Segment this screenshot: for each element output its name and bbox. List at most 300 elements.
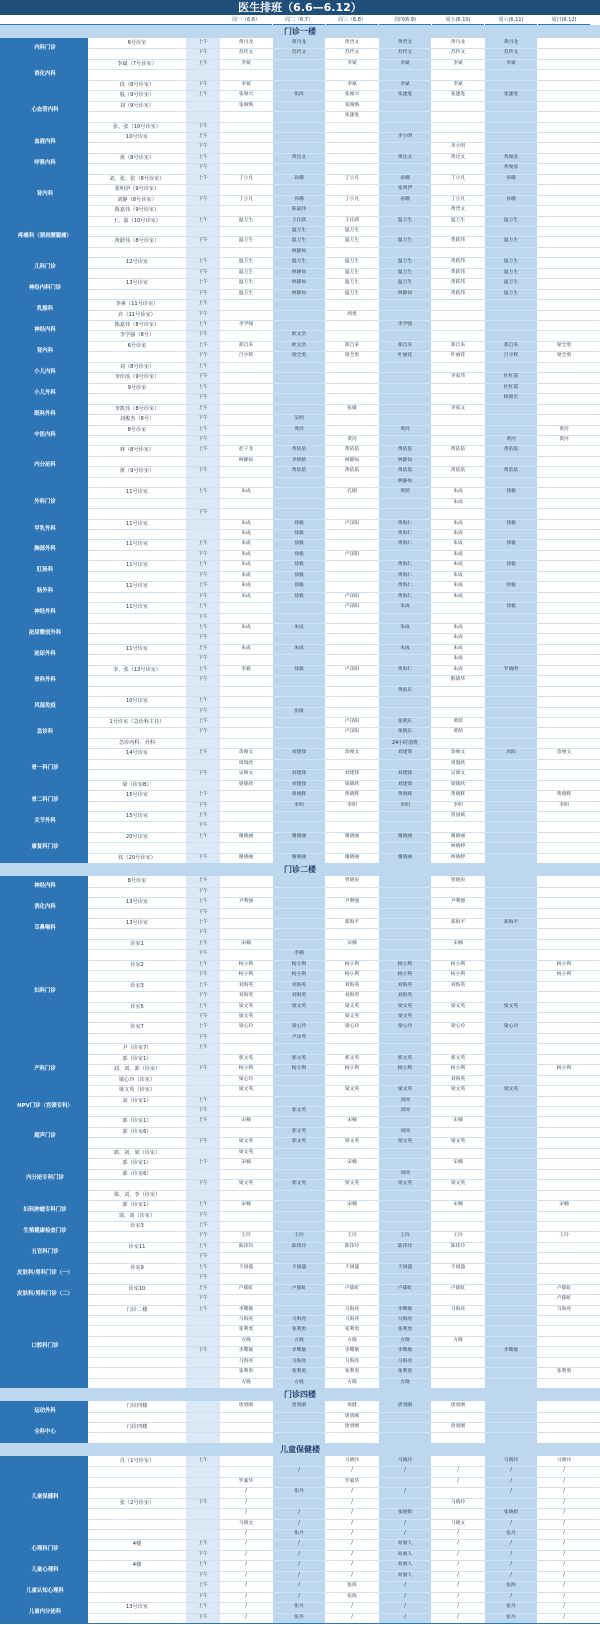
period-label: 下午	[198, 1614, 208, 1620]
doctor-name: 徐毅	[294, 583, 304, 589]
doctor-name: 谢晓丽	[291, 854, 307, 860]
doctor-name: 黄依依	[291, 468, 307, 474]
doctor-name: /	[298, 1551, 300, 1557]
period-label: 上午	[198, 134, 208, 139]
doctor-name: /	[245, 1551, 247, 1557]
room-label: 李斌（7号诊室）	[117, 60, 157, 67]
doctor-name: 黄俊彦	[503, 154, 519, 160]
doctor-name: 黄丹龙	[291, 40, 307, 45]
doctor-name: 温万生	[397, 238, 413, 244]
room-label: 8号诊室	[127, 426, 147, 433]
period-label: 上午	[198, 792, 208, 798]
doctor-name: /	[245, 1499, 247, 1505]
doctor-name: 唐勇刚	[291, 1403, 307, 1409]
doctor-name: 朱成	[453, 635, 463, 641]
dept-label: 呼吸内科	[34, 159, 56, 166]
doctor-name: 方晓	[347, 1379, 357, 1385]
doctor-name: 苏传文	[450, 50, 466, 56]
doctor-name: 谢晓丽	[344, 833, 360, 839]
doctor-name: 梁全勇	[344, 353, 360, 359]
doctor-name: /	[510, 1562, 512, 1568]
doctor-name: 宋楠	[453, 1118, 463, 1124]
doctor-name: 温万生	[397, 269, 413, 275]
doctor-name: 孙珊	[400, 175, 410, 181]
period-label: 下午	[198, 332, 208, 338]
doctor-name: 王玲	[453, 1233, 463, 1239]
doctor-name: 朱成	[241, 520, 251, 526]
doctor-name: /	[563, 1468, 565, 1474]
period-label: 下午	[198, 353, 208, 359]
room-label: 12号诊室	[125, 259, 149, 266]
doctor-name: 温万生	[503, 280, 519, 286]
row-divider	[88, 623, 600, 624]
doctor-name: 李鹭敏	[344, 1348, 360, 1354]
doctor-name: 曾晓泉	[450, 878, 466, 884]
doctor-name: /	[298, 1520, 300, 1526]
doctor-name: 林静如	[291, 248, 307, 254]
row-divider	[88, 821, 600, 822]
doctor-name: 马晓玲	[344, 1457, 360, 1463]
period-label: 上午	[198, 1118, 208, 1124]
doctor-name: 黄达文	[450, 154, 466, 160]
doctor-name: /	[245, 1541, 247, 1547]
period-label: 上午	[198, 1202, 208, 1208]
doctor-name: /	[457, 1530, 459, 1536]
doctor-name: 卢泽阳	[344, 729, 360, 735]
doctor-name: 孙珊	[506, 175, 516, 181]
doctor-name: 苏传文	[238, 50, 254, 56]
doctor-name: 徐毅	[294, 551, 304, 557]
doctor-name: 黄晓辉	[291, 792, 307, 798]
doctor-name: 刘海英	[291, 993, 307, 999]
doctor-name: 宋楠	[453, 1202, 463, 1208]
doctor-name: 李斌	[241, 60, 251, 66]
room-label: 梁（诊室B）	[122, 781, 152, 788]
doctor-name: 刘海英	[397, 982, 413, 988]
doctor-name: 张利勇	[397, 1369, 413, 1375]
doctor-name: /	[351, 1468, 353, 1474]
doctor-name: 马海亮	[238, 1316, 254, 1322]
doctor-name: 黄依依	[291, 447, 307, 453]
doctor-name: /	[245, 1562, 247, 1568]
doctor-name: 温万生	[503, 290, 519, 296]
doctor-name: /	[404, 1489, 406, 1495]
doctor-name: 郑自来	[397, 342, 413, 348]
doctor-name: 陈伟玲	[238, 1243, 254, 1249]
doctor-name: 马海亮	[397, 1316, 413, 1322]
doctor-name: 徐毅	[506, 562, 516, 568]
doctor-name: /	[298, 1593, 300, 1599]
doctor-name: 黄海仁	[397, 593, 413, 599]
doctor-name: 梁文英	[238, 1181, 254, 1187]
doctor-name: 梁文英	[397, 1014, 413, 1020]
section-header-1: 门诊二楼	[0, 863, 600, 876]
period-label: 上午	[198, 1583, 208, 1589]
period-label: 下午	[198, 614, 208, 620]
period-label: 下午	[198, 854, 208, 860]
dept-label: 疼痛科（颈肩腰腿痛）	[18, 232, 72, 239]
doctor-name: 尹利强	[450, 899, 466, 905]
doctor-name: 黄海仁	[397, 562, 413, 568]
doctor-name: 黄依依	[503, 447, 519, 453]
doctor-name: 苏传文	[344, 50, 360, 56]
doctor-name: 杨小利	[344, 961, 360, 967]
dept-label: 肾内科	[36, 190, 54, 197]
doctor-name: /	[563, 1478, 565, 1484]
doctor-name: 谢晓丽	[291, 833, 307, 839]
doctor-name: 林静如	[397, 478, 413, 484]
doctor-name: 李毅	[241, 666, 251, 672]
doctor-name: 郑自来	[503, 342, 519, 348]
doctor-name: 梁文英	[450, 1003, 466, 1009]
doctor-name: 黄依依	[450, 447, 466, 453]
doctor-name: 郑自来	[344, 342, 360, 348]
doctor-name: 徐毅	[506, 604, 516, 610]
doctor-name: 黄跃伟	[450, 290, 466, 296]
room-label: 郭（诊室6）	[122, 1128, 152, 1135]
doctor-name: 王任跃	[344, 217, 360, 223]
doctor-name: 杨小利	[397, 972, 413, 978]
dept-label: 乳腺科	[36, 306, 54, 313]
period-label: 上午	[198, 899, 208, 905]
doctor-name: 林静如	[291, 290, 307, 296]
doctor-name: 李学强	[238, 322, 254, 328]
doctor-name: 叶丽花	[450, 353, 466, 359]
band-1-5	[485, 876, 537, 1388]
doctor-name: 朱成	[241, 593, 251, 599]
period-label: 上午	[198, 961, 208, 967]
doctor-name: /	[563, 1583, 565, 1589]
doctor-name: 郭文英	[291, 1108, 307, 1114]
doctor-name: 马晓玲	[450, 1499, 466, 1505]
doctor-name: 李家文	[450, 405, 466, 411]
doctor-name: 张利勇	[344, 1327, 360, 1333]
doctor-name: 张俊焕	[238, 102, 254, 108]
doctor-name: /	[351, 1562, 353, 1568]
doctor-name: 唐勇刚	[238, 1403, 254, 1409]
doctor-name: 宋楠	[241, 1118, 251, 1124]
doctor-name: 王玲	[347, 1233, 357, 1239]
doctor-name: 刘建锋	[397, 750, 413, 756]
period-label: 下午	[198, 708, 208, 714]
doctor-name: 杨俊宏	[503, 395, 519, 401]
doctor-name: 温万生	[238, 217, 254, 223]
doctor-name: 梁文英	[344, 1087, 360, 1093]
period-label: 上午	[198, 426, 208, 432]
period-label: 上午	[198, 175, 208, 181]
doctor-name: 张明伊	[397, 186, 413, 192]
doctor-name: 朱成	[241, 541, 251, 547]
doctor-name: 王玲	[294, 1233, 304, 1239]
room-label: 刘静（8号诊室）	[117, 196, 157, 203]
doctor-name: /	[351, 1541, 353, 1547]
doctor-name: 易丽人	[397, 1572, 413, 1578]
room-label: 急诊内科、外科	[118, 739, 156, 746]
doctor-name: 谢晓丽	[238, 854, 254, 860]
doctor-name: 方晓	[241, 1379, 251, 1385]
period-label: 上午	[198, 1285, 208, 1291]
doctor-name: /	[457, 1572, 459, 1578]
room-label: 刘（诊室1）	[122, 1097, 152, 1104]
doctor-name: 梁文英	[344, 1003, 360, 1009]
period-label: 上午	[198, 718, 208, 724]
doctor-name: 朱成	[241, 551, 251, 557]
doctor-name: 温万生	[291, 259, 307, 265]
doctor-name: 梁心玲	[397, 1024, 413, 1030]
doctor-name: /	[404, 1614, 406, 1620]
period-label: 下午	[198, 1254, 208, 1260]
doctor-name: 苏传文	[503, 50, 519, 56]
period-label: 下午	[198, 551, 208, 557]
period-label: 下午	[198, 269, 208, 275]
row-divider	[88, 1252, 600, 1253]
room-label: 李素（11号诊室）	[115, 301, 159, 308]
doctor-name: /	[351, 1489, 353, 1495]
doctor-name: 梁心玲	[238, 1024, 254, 1030]
period-label: 下午	[198, 395, 208, 401]
doctor-name: 朱成	[400, 604, 410, 610]
period-label: 上午	[198, 666, 208, 672]
dept-label: 儿童内分泌科	[28, 1609, 62, 1616]
room-label: 13号诊室	[125, 280, 149, 287]
row-divider	[88, 477, 600, 478]
doctor-name: 刘海英	[450, 982, 466, 988]
doctor-name: 温万生	[344, 238, 360, 244]
doctor-name: 温万生	[344, 259, 360, 265]
doctor-name: 周勇	[347, 311, 357, 317]
doctor-name: 刘珂	[400, 1128, 410, 1134]
dept-label: 口腔科门诊	[31, 1342, 59, 1349]
doctor-name: /	[351, 1572, 353, 1578]
doctor-name: 李斌	[453, 81, 463, 87]
doctor-name: 张丹	[506, 1604, 516, 1610]
period-label: 下午	[198, 468, 208, 474]
room-label: 黄（9号诊室）	[119, 468, 155, 475]
doctor-name: /	[510, 1572, 512, 1578]
doctor-name: /	[457, 1478, 459, 1484]
period-label: 下午	[198, 123, 208, 129]
doctor-name: 吴明	[294, 416, 304, 422]
row-divider	[88, 949, 600, 950]
doctor-name: 陈嘉伟	[291, 207, 307, 213]
room-label: 13号诊室	[125, 1604, 149, 1611]
doctor-name: /	[404, 1530, 406, 1536]
doctor-name: /	[245, 1583, 247, 1589]
doctor-name: 李学强	[397, 322, 413, 328]
period-label: 上午	[198, 363, 208, 369]
room-label: 郭（诊室1）	[122, 1202, 152, 1209]
doctor-name: 梁心玲	[238, 1076, 254, 1082]
doctor-name: 孔刚	[347, 489, 357, 495]
doctor-name: 徐毅	[506, 489, 516, 495]
dept-label: 骨一科门诊	[31, 765, 59, 772]
period-label: 上午	[198, 405, 208, 411]
doctor-name: 梁心玲	[450, 1024, 466, 1030]
doctor-name: 方晓	[241, 1337, 251, 1343]
doctor-name: 黄晓辉	[397, 792, 413, 798]
doctor-name: 郭文英	[291, 1139, 307, 1145]
period-label: 下午	[198, 1014, 208, 1020]
doctor-name: 李斌	[400, 60, 410, 66]
room-label: 郭（诊室1）	[122, 1055, 152, 1062]
doctor-name: /	[404, 1583, 406, 1589]
doctor-name: /	[563, 1551, 565, 1557]
room-label: 刘（9号诊室）	[119, 102, 155, 109]
doctor-name: 温万生	[503, 259, 519, 265]
doctor-name: 谢晓丽	[238, 833, 254, 839]
doctor-name: 梁心玲	[503, 1024, 519, 1030]
doctor-name: 杨小利	[238, 961, 254, 967]
doctor-name: 朱成	[453, 656, 463, 662]
period-label: 下午	[198, 1551, 208, 1557]
doctor-name: 卢郁虹	[556, 1285, 572, 1291]
doctor-name: 黄依依	[397, 447, 413, 453]
doctor-name: 朱成	[453, 520, 463, 526]
doctor-name: /	[457, 1562, 459, 1568]
doctor-name: 宋楠	[559, 1202, 569, 1208]
doctor-name: 黄晓辉	[556, 792, 572, 798]
dept-label: 骨二科门诊	[31, 797, 59, 804]
doctor-name: 陈伟玲	[291, 1243, 307, 1249]
doctor-name: 宋楠	[347, 1118, 357, 1124]
doctor-name: 李家伟	[450, 374, 466, 380]
period-label: 上午	[198, 40, 208, 45]
dept-label: 小儿内科	[34, 368, 56, 375]
doctor-name: 朱成	[453, 489, 463, 495]
doctor-name: 朱成	[453, 645, 463, 651]
doctor-name: 马海亮	[238, 1358, 254, 1364]
room-label: 11号诊室	[125, 583, 149, 590]
doctor-name: 郑自来	[238, 342, 254, 348]
doctor-name: 朱成	[453, 562, 463, 568]
doctor-name: 梁文英	[238, 1003, 254, 1009]
room-label: 4楼	[132, 1562, 142, 1569]
room-label: 郭（诊室1）	[122, 1160, 152, 1167]
room-label: 11号诊室	[125, 562, 149, 569]
period-label: 上午	[198, 645, 208, 651]
doctor-name: 张丹	[506, 1530, 516, 1536]
period-label: 上午	[198, 342, 208, 348]
room-label: 门诊四楼	[126, 1403, 148, 1410]
doctor-name: 尹泽琴	[291, 1034, 307, 1040]
room-label: 股（9号诊室）	[119, 92, 155, 99]
doctor-name: 梁文英	[291, 1003, 307, 1009]
room-label: 刘、张、张（8号诊室）	[109, 175, 165, 182]
doctor-name: 尹利强	[344, 899, 360, 905]
doctor-name: 梁文英	[450, 1087, 466, 1093]
doctor-name: 张俊焕	[344, 102, 360, 108]
doctor-name: /	[404, 1604, 406, 1610]
period-label: 下午	[198, 802, 208, 808]
doctor-name: 梁文英	[238, 1139, 254, 1145]
dept-label: 风湿免疫	[34, 703, 56, 710]
doctor-name: 温万生	[344, 280, 360, 286]
doctor-name: 温万生	[503, 269, 519, 275]
row-divider	[88, 1432, 600, 1433]
doctor-name: 黄河	[294, 426, 304, 432]
doctor-name: /	[457, 1604, 459, 1610]
doctor-name: 杨小利	[344, 1066, 360, 1072]
period-label: 下午	[198, 510, 208, 516]
doctor-name: 郑自来	[450, 342, 466, 348]
period-label: 上午	[198, 217, 208, 223]
period-label: 上午	[198, 60, 208, 66]
doctor-name: 梁健	[347, 1403, 357, 1409]
room-label: 黄跃伟（8号诊室）	[114, 238, 160, 245]
doctor-name: /	[457, 1614, 459, 1620]
doctor-name: /	[245, 1604, 247, 1610]
dept-label: 儿童认知心理科	[26, 1588, 64, 1595]
period-label: 下午	[198, 165, 208, 171]
period-label: 上午	[198, 1562, 208, 1568]
doctor-name: 李斌	[241, 81, 251, 87]
doctor-name: /	[298, 1562, 300, 1568]
period-label: 上午	[198, 92, 208, 98]
room-label: 11号诊室	[125, 541, 149, 548]
doctor-name: 朱成	[453, 572, 463, 578]
doctor-name: 谢晓丽	[450, 833, 466, 839]
doctor-name: 吕少辉	[503, 353, 519, 359]
doctor-name: 朱成	[453, 530, 463, 536]
doctor-name: 张晓东	[397, 718, 413, 724]
doctor-name: 温万生	[397, 217, 413, 223]
doctor-name: 赵子龙	[238, 447, 254, 453]
doctor-name: 黄河	[506, 436, 516, 442]
period-label: 下午	[198, 1348, 208, 1354]
room-label: 诊室3	[130, 1222, 144, 1229]
room-label: 尹（诊室7）	[122, 1045, 152, 1052]
doctor-name: 张利勇	[238, 1327, 254, 1333]
doctor-name: 马海亮	[344, 1306, 360, 1312]
doctor-name: 黄达文	[397, 154, 413, 160]
doctor-name: 梁文英	[344, 1181, 360, 1187]
period-label: 下午	[198, 1275, 208, 1281]
doctor-name: 高阳	[506, 750, 516, 756]
row-divider	[88, 633, 600, 634]
doctor-name: 刘建锋	[397, 781, 413, 787]
period-label: 下午	[198, 238, 208, 244]
doctor-name: 徐毅	[506, 520, 516, 526]
period-label: 上午	[198, 1222, 208, 1228]
doctor-name: 刘珂	[400, 1170, 410, 1176]
doctor-name: /	[298, 1583, 300, 1589]
doctor-name: 黄海仁	[397, 530, 413, 536]
period-label: 上午	[198, 154, 208, 160]
doctor-name: 梁文英	[450, 1181, 466, 1187]
doctor-name: 马海亮	[344, 1358, 360, 1364]
period-label: 上午	[198, 624, 208, 630]
doctor-name: 林静如	[238, 457, 254, 463]
doctor-name: 黄依依	[450, 468, 466, 474]
dept-label: 儿童保健科	[31, 1493, 59, 1500]
dept-label: 耳鼻喉科	[34, 925, 56, 931]
period-label: 下午	[198, 972, 208, 978]
doctor-name: 黄海仁	[397, 666, 413, 672]
doctor-name: 宋楠	[347, 1160, 357, 1166]
period-label: 上午	[198, 489, 208, 495]
doctor-name: 李明	[347, 802, 357, 808]
doctor-name: 朱成	[453, 551, 463, 557]
doctor-name: 温万生	[503, 217, 519, 223]
row-divider	[88, 654, 600, 655]
column-header-4: 周五(6.10)	[432, 16, 484, 25]
period-label: 上午	[198, 280, 208, 286]
period-label: 上午	[198, 1045, 208, 1051]
room-label: 王、温（10号诊室）	[112, 217, 162, 224]
period-label: 下午	[198, 1181, 208, 1187]
period-label: 上午	[198, 562, 208, 568]
period-label: 下午	[198, 196, 208, 202]
